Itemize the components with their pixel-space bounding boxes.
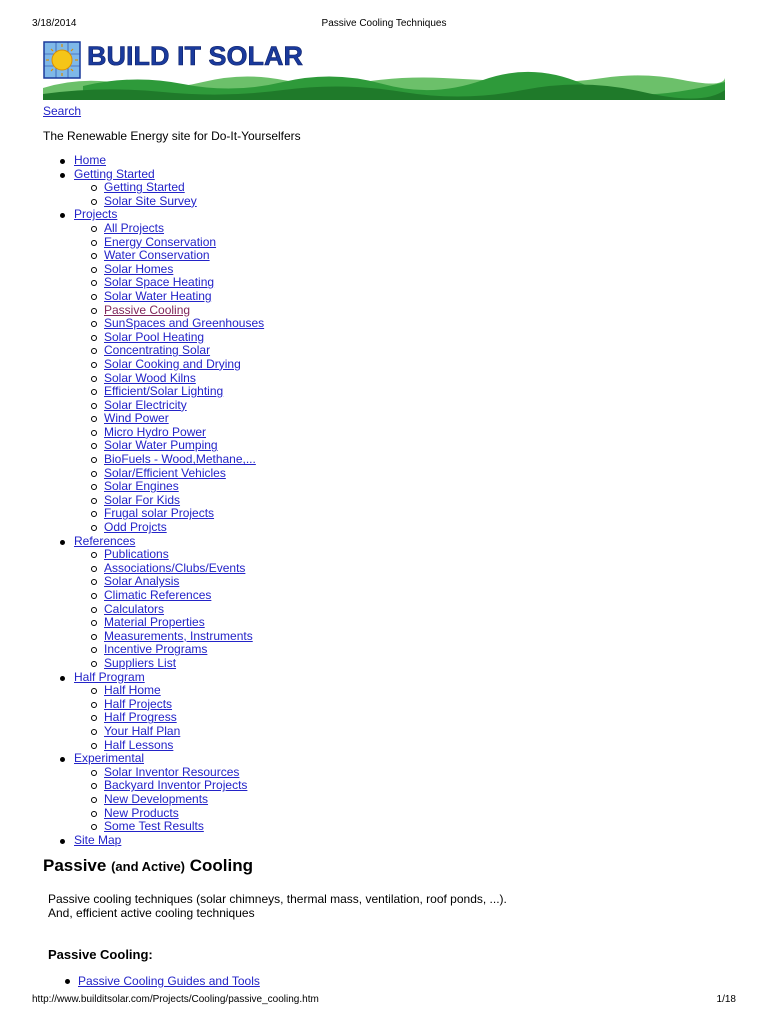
nav-sublink[interactable]: New Developments [104,791,209,806]
nav-sublink[interactable]: Energy Conservation [104,234,217,249]
nav-sublink[interactable]: Solar Water Heating [104,288,212,303]
nav-sublink[interactable]: Half Lessons [104,737,174,752]
section-link[interactable]: Passive Cooling Guides and Tools [78,974,260,988]
nav-sublink[interactable]: Solar Homes [104,261,174,276]
logo-text: BUILD IT SOLAR [87,41,303,71]
page-title-small: (and Active) [111,859,185,874]
nav-sublink[interactable]: Solar Wood Kilns [104,370,196,385]
list-item [48,974,260,988]
nav-item-projects [43,208,264,534]
site-tagline: The Renewable Energy site for Do-It-Yourselfers [43,129,301,143]
page-title [43,856,253,876]
nav-sublink[interactable]: Solar Pool Heating [104,329,205,344]
nav-sublink[interactable]: Wind Power [104,411,169,426]
nav-link-references[interactable]: References [74,533,136,548]
banner-graphic [43,38,725,100]
print-title: Passive Cooling Techniques [321,18,447,29]
nav-sublink[interactable]: Solar Space Heating [104,275,215,290]
section-link-list [48,974,260,988]
nav-sublink[interactable]: Calculators [104,601,165,616]
nav-sublink[interactable]: Frugal solar Projects [104,506,215,521]
nav-link-projects[interactable]: Projects [74,207,118,222]
nav-sublink-current[interactable]: Passive Cooling [104,302,191,317]
nav-item-getting-started [43,168,264,209]
nav-sublink[interactable]: Associations/Clubs/Events [104,560,246,575]
nav-sublink[interactable]: Publications [104,547,169,562]
nav-link-getting-started[interactable]: Getting Started [74,166,155,181]
intro-line: Passive cooling techniques (solar chimneys, thermal mass, ventilation, roof ponds, ...). [48,892,507,906]
nav-sublink[interactable]: SunSpaces and Greenhouses [104,316,265,331]
nav-sublink[interactable]: Incentive Programs [104,642,208,657]
intro-line: And, efficient active cooling techniques [48,906,255,920]
print-date: 3/18/2014 [32,18,77,29]
nav-sublink[interactable]: Water Conservation [104,248,210,263]
nav-sublink[interactable]: Efficient/Solar Lighting [104,384,224,399]
nav-item-experimental [43,752,264,834]
site-navigation [43,154,264,847]
nav-sublink[interactable]: Solar Site Survey [104,193,197,208]
intro-text [48,892,507,920]
nav-sublink[interactable]: Solar Electricity [104,397,187,412]
hills-graphic [43,72,725,100]
nav-sublink[interactable]: Half Home [104,683,161,698]
nav-sublink[interactable]: Half Progress [104,710,177,725]
nav-sublink[interactable]: Getting Started [104,180,185,195]
nav-item-site-map [43,834,264,848]
print-page-number: 1/18 [716,994,736,1005]
nav-sublink[interactable]: Micro Hydro Power [104,424,207,439]
nav-sublink[interactable]: BioFuels - Wood,Methane,... [104,452,256,467]
nav-sublink[interactable]: Solar Inventor Resources [104,764,240,779]
nav-sublink[interactable]: Solar Cooking and Drying [104,356,241,371]
nav-sublink[interactable]: New Products [104,805,179,820]
nav-sublink[interactable]: Concentrating Solar [104,343,211,358]
sun-logo-icon [44,42,80,78]
nav-sublink[interactable]: All Projects [104,220,165,235]
search-link[interactable]: Search [43,104,82,118]
page-title-part1: Passive [43,856,107,875]
nav-sublink[interactable]: Solar Analysis [104,574,180,589]
nav-sublink[interactable]: Solar/Efficient Vehicles [104,465,226,480]
nav-item-home [43,154,264,168]
nav-sublink[interactable]: Solar For Kids [104,492,181,507]
nav-sublink[interactable]: Half Projects [104,696,173,711]
print-header [32,18,736,32]
nav-sublink[interactable]: Solar Water Pumping [104,438,218,453]
nav-sublink[interactable]: Solar Engines [104,479,179,494]
section-heading: Passive Cooling: [48,947,153,962]
print-url: http://www.builditsolar.com/Projects/Cooling/passive_cooling.htm [32,994,319,1005]
nav-link-home[interactable]: Home [74,153,107,167]
nav-sublink[interactable]: Some Test Results [104,819,204,834]
page-title-part2: Cooling [189,856,253,875]
nav-link-site-map[interactable]: Site Map [74,832,122,847]
nav-item-half-program [43,671,264,753]
nav-sublink[interactable]: Climatic References [104,588,212,602]
nav-sublink[interactable]: Odd Projcts [104,520,167,535]
nav-sublink[interactable]: Suppliers List [104,655,177,670]
nav-link-half-program[interactable]: Half Program [74,669,145,684]
nav-sublink[interactable]: Backyard Inventor Projects [104,778,248,793]
nav-sublink[interactable]: Measurements, Instruments [104,628,253,643]
nav-link-experimental[interactable]: Experimental [74,751,145,766]
nav-sublink[interactable]: Material Properties [104,615,205,630]
nav-sublink[interactable]: Your Half Plan [104,723,181,738]
site-banner[interactable] [43,38,725,100]
nav-item-references [43,535,264,671]
